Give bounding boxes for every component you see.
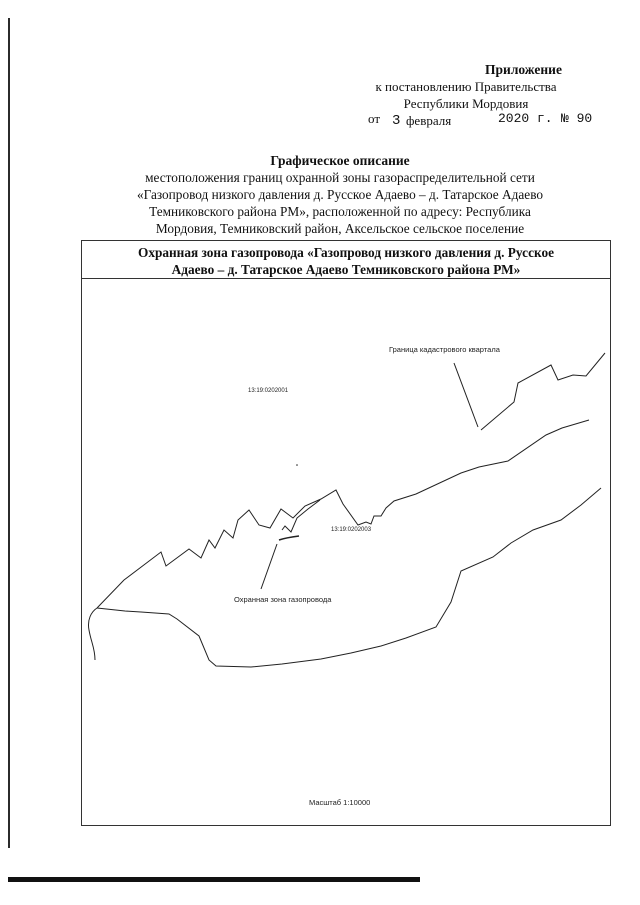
date-month: февраля — [406, 113, 452, 128]
description-line-1: местоположения границ охранной зоны газораспределительной сети — [145, 170, 535, 185]
quarter-boundary-line — [97, 420, 589, 608]
scan-edge-left — [8, 18, 10, 848]
zone-left-edge — [88, 608, 97, 660]
map-lines — [88, 353, 605, 667]
quarter-boundary-label: Граница кадастрового квартала — [389, 345, 500, 354]
resolution-number: № 90 — [561, 111, 593, 126]
quarter-boundary-lower-branch — [282, 500, 320, 532]
cadastral-number-north: 13:19:0202001 — [248, 388, 289, 394]
zone-lower-boundary — [97, 488, 601, 667]
date-year: 2020 г. — [498, 111, 553, 126]
quarter-boundary-upper-segment — [481, 353, 605, 430]
appendix-line-2: Республики Мордовия — [403, 96, 529, 111]
map-scale-label: Масштаб 1:10000 — [309, 798, 371, 807]
date-day: 3 — [392, 113, 401, 129]
appendix-block — [340, 61, 592, 112]
description-line-3: Темниковского района РМ», расположенной по адресу: Республика — [149, 204, 531, 219]
description-line-2: «Газопровод низкого давления д. Русское Адаево – д. Татарское Адаево — [136, 187, 544, 202]
graphic-description-block — [90, 152, 590, 237]
cadastral-number-south: 13:19:0202003 — [331, 527, 372, 533]
resolution-date-line — [368, 111, 608, 131]
map-labels — [234, 345, 501, 807]
date-prefix: от — [368, 111, 381, 126]
map-dot-marker — [296, 464, 298, 466]
gas-pipeline-segment — [279, 536, 299, 540]
protection-zone-label: Охранная зона газопровода — [234, 595, 332, 604]
scan-edge-bottom — [8, 877, 420, 882]
cadastral-map — [81, 240, 611, 826]
appendix-title: Приложение — [485, 62, 562, 77]
zone-leader-line — [261, 544, 277, 589]
boundary-leader-line — [454, 363, 478, 427]
zone-outer-boundary — [97, 382, 561, 608]
description-title: Графическое описание — [270, 153, 410, 168]
appendix-line-1: к постановлению Правительства — [375, 79, 557, 94]
map-heading-line-2: Адаево – д. Татарское Адаево Темниковского района РМ» — [171, 262, 521, 277]
map-heading-line-1: Охранная зона газопровода «Газопровод низкого давления д. Русское — [137, 245, 555, 260]
description-line-4: Мордовия, Темниковский район, Аксельское сельское поселение — [155, 221, 525, 236]
